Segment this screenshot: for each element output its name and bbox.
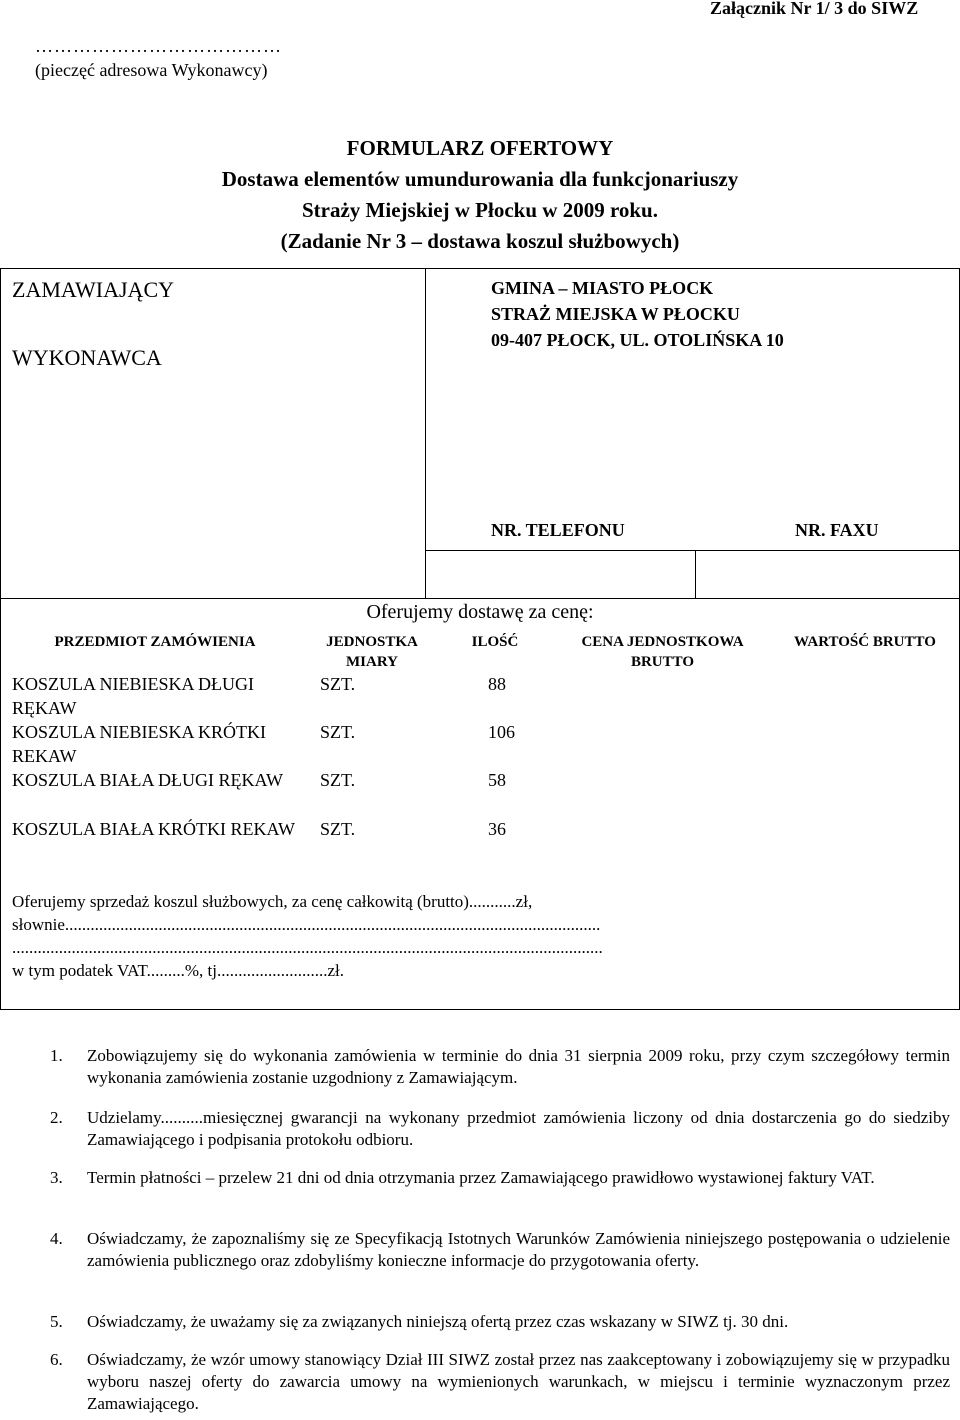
address-line-2: STRAŻ MIEJSKA W PŁOCKU: [491, 304, 740, 324]
clause-2-number: 2.: [50, 1108, 63, 1127]
clause-4-text: Oświadczamy, że zapoznaliśmy się ze Specyfikacją Istotnych Warunków Zamówienia niniejszego postępowania o udzielenie zamówienia publicznego oraz zdobyliśmy konieczne informacje do przygotowania oferty.: [87, 1229, 950, 1270]
clause-6: [50, 1349, 950, 1415]
address-line-1: GMINA – MIASTO PŁOCK: [491, 278, 714, 298]
clause-1-number: 1.: [50, 1046, 63, 1065]
document-title: [0, 133, 960, 257]
row-1-item: KOSZULA NIEBIESKA DŁUGI RĘKAW: [12, 674, 254, 718]
clause-3-number: 3.: [50, 1168, 63, 1187]
clause-3-text: Termin płatności – przelew 21 dni od dnia otrzymania przez Zamawiającego prawidłowo wystawionej faktury VAT.: [87, 1168, 875, 1187]
col-qty: ILOŚĆ: [471, 634, 519, 650]
title-line-1: FORMULARZ OFERTOWY: [346, 136, 614, 160]
clause-4-number: 4.: [50, 1229, 63, 1248]
clause-2: [50, 1107, 950, 1151]
row-2-qty: 106: [488, 722, 515, 742]
row-2-unit: SZT.: [320, 722, 356, 742]
address-line-3: 09-407 PŁOCK, UL. OTOLIŃSKA 10: [491, 330, 784, 350]
clause-1: [50, 1045, 950, 1089]
clause-6-text: Oświadczamy, że wzór umowy stanowiący Dział III SIWZ został przez nas zaakceptowany i zobowiązujemy się w przypadku wyboru naszej oferty do zawarcia umowy na wymienionych warunkach, w miejscu i terminie wyznaczonym przez Zamawiającego.: [87, 1350, 950, 1413]
row-4-item: KOSZULA BIAŁA KRÓTKI REKAW: [12, 819, 296, 839]
summary-line-2: słownie..............................................................................................................................: [12, 915, 601, 934]
clause-6-number: 6.: [50, 1350, 63, 1369]
row-3-item: KOSZULA BIAŁA DŁUGI RĘKAW: [12, 770, 284, 790]
offer-summary: [12, 890, 952, 982]
clause-5-number: 5.: [50, 1312, 63, 1331]
fax-label: NR. FAXU: [795, 520, 879, 540]
col-item: PRZEDMIOT ZAMÓWIENIA: [54, 634, 256, 650]
offer-heading: Oferujemy dostawę za cenę:: [366, 601, 594, 623]
summary-line-1: Oferujemy sprzedaż koszul służbowych, za cenę całkowitą (brutto)...........zł,: [12, 892, 533, 911]
row-3-unit: SZT.: [320, 770, 356, 790]
attachment-label: Załącznik Nr 1/ 3 do SIWZ: [710, 0, 919, 18]
clause-3: [50, 1167, 950, 1211]
title-line-3: Straży Miejskiej w Płocku w 2009 roku.: [301, 198, 658, 222]
col-unit-price: CENA JEDNOSTKOWA BRUTTO: [581, 634, 744, 670]
clause-1-text: Zobowiązujemy się do wykonania zamówienia w terminie do dnia 31 sierpnia 2009 roku, przy czym szczegółowy termin wykonania zamówienia zostanie uzgodniony z Zamawiającym.: [87, 1046, 950, 1087]
phone-label: NR. TELEFONU: [491, 520, 625, 540]
stamp-label: (pieczęć adresowa Wykonawcy): [35, 60, 268, 80]
zamawiajacy-label: ZAMAWIAJĄCY: [12, 277, 175, 302]
stamp-dots: …………………………………: [35, 36, 282, 56]
clause-2-text: Udzielamy..........miesięcznej gwarancji na wykonany przedmiot zamówienia liczony od dnia dostarczenia go do siedziby Zamawiającego i podpisania protokołu odbioru.: [87, 1108, 950, 1149]
clause-5-text: Oświadczamy, że uważamy się za związanych niniejszą ofertą przez czas wskazany w SIWZ tj. 30 dni.: [87, 1312, 789, 1331]
row-4-qty: 36: [488, 819, 506, 839]
row-1-qty: 88: [488, 674, 506, 694]
summary-line-3: ...........................................................................................................................................: [12, 938, 603, 957]
clause-5: [50, 1311, 950, 1333]
title-line-2: Dostawa elementów umundurowania dla funkcjonariuszy: [221, 167, 739, 191]
title-line-4: (Zadanie Nr 3 – dostawa koszul służbowych): [280, 229, 680, 253]
row-4-unit: SZT.: [320, 819, 356, 839]
row-1-unit: SZT.: [320, 674, 356, 694]
row-3-qty: 58: [488, 770, 506, 790]
clause-4: [50, 1228, 950, 1294]
row-2-item: KOSZULA NIEBIESKA KRÓTKI REKAW: [12, 722, 266, 766]
buyer-address: [491, 275, 784, 353]
col-total: WARTOŚĆ BRUTTO: [794, 634, 936, 650]
summary-line-4: w tym podatek VAT.........%, tj..........................zł.: [12, 961, 344, 980]
col-unit: JEDNOSTKA MIARY: [326, 634, 418, 670]
wykonawca-label: WYKONAWCA: [12, 345, 162, 370]
